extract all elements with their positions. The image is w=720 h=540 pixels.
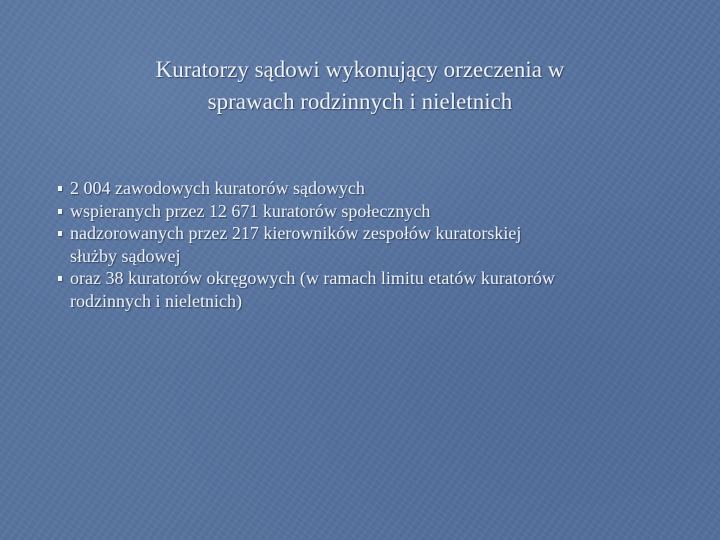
bullet-marker-icon — [58, 276, 62, 281]
bullet-item-professional-curators — [58, 177, 678, 200]
bullet-text: 2 004 zawodowych kuratorów sądowych — [70, 178, 365, 198]
bullet-text-line-1: nadzorowanych przez 217 kierowników zespołów kuratorskiej — [70, 223, 522, 243]
bullet-item-team-heads — [58, 222, 678, 267]
bullet-marker-icon — [58, 186, 62, 191]
bullet-item-social-curators — [58, 200, 678, 223]
bullet-text: wspieranych przez 12 671 kuratorów społecznych — [70, 200, 431, 221]
bullet-item-district-curators — [58, 267, 678, 312]
bullet-marker-icon — [58, 231, 62, 236]
slide-title-line-2: sprawach rodzinnych i nieletnich — [207, 89, 513, 114]
slide-title — [60, 54, 660, 118]
bullet-text-line-2: rodzinnych i nieletnich) — [70, 290, 242, 311]
bullet-marker-icon — [58, 209, 62, 214]
bullet-text-line-1: oraz 38 kuratorów okręgowych (w ramach limitu etatów kuratorów — [70, 268, 555, 288]
slide-title-line-1: Kuratorzy sądowi wykonujący orzeczenia w — [155, 57, 565, 82]
bullet-text-line-2: służby sądowej — [70, 245, 181, 266]
bullet-list — [58, 177, 678, 312]
